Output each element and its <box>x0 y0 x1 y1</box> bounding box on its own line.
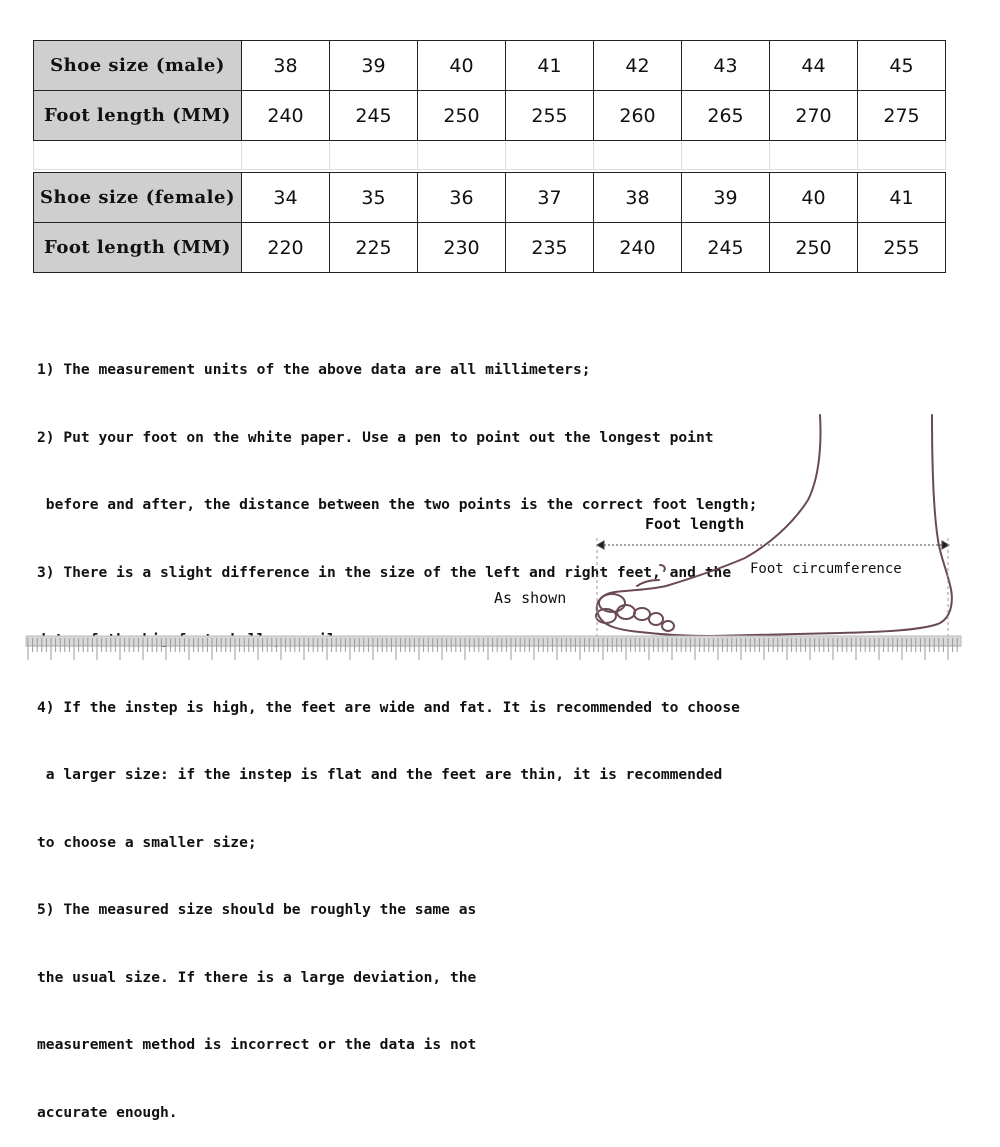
male-size-cell: 42 <box>594 41 682 91</box>
male-length-cell: 275 <box>858 91 946 141</box>
male-length-cell: 260 <box>594 91 682 141</box>
female-size-cell: 34 <box>242 173 330 223</box>
male-size-cell: 39 <box>330 41 418 91</box>
male-size-cell: 38 <box>242 41 330 91</box>
note-line: 3) There is a slight difference in the size of the left and right feet, and the <box>37 563 732 581</box>
male-length-cell: 240 <box>242 91 330 141</box>
male-length-cell: 245 <box>330 91 418 141</box>
note-line: 5) The measured size should be roughly the same as <box>37 901 477 918</box>
male-length-header: Foot length (MM) <box>34 91 242 141</box>
female-size-cell: 35 <box>330 173 418 223</box>
note-line: 4) If the instep is high, the feet are wide and fat. It is recommended to choose <box>37 698 740 716</box>
female-length-cell: 245 <box>682 223 770 273</box>
male-size-cell: 45 <box>858 41 946 91</box>
female-size-cell: 38 <box>594 173 682 223</box>
female-size-cell: 41 <box>858 173 946 223</box>
female-size-header: Shoe size (female) <box>34 173 242 223</box>
female-length-cell: 250 <box>770 223 858 273</box>
female-size-cell: 36 <box>418 173 506 223</box>
note-line: to choose a smaller size; <box>37 833 257 851</box>
male-length-cell: 250 <box>418 91 506 141</box>
note-line: measurement method is incorrect or the data is not <box>37 1036 477 1053</box>
note-line: 2) Put your foot on the white paper. Use a pen to point out the longest point <box>37 428 714 446</box>
female-length-cell: 255 <box>858 223 946 273</box>
female-length-cell: 225 <box>330 223 418 273</box>
female-length-cell: 235 <box>506 223 594 273</box>
female-length-cell: 230 <box>418 223 506 273</box>
note-line: 1) The measurement units of the above data are all millimeters; <box>37 361 591 378</box>
male-length-cell: 270 <box>770 91 858 141</box>
male-size-cell: 41 <box>506 41 594 91</box>
female-size-cell: 37 <box>506 173 594 223</box>
female-length-cell: 240 <box>594 223 682 273</box>
foot-circumference-label: Foot circumference <box>750 561 902 577</box>
note-line: before and after, the distance between the two points is the correct foot length; <box>37 496 758 513</box>
female-size-cell: 40 <box>770 173 858 223</box>
female-length-header: Foot length (MM) <box>34 223 242 273</box>
female-size-cell: 39 <box>682 173 770 223</box>
male-size-cell: 40 <box>418 41 506 91</box>
male-size-header: Shoe size (male) <box>34 41 242 91</box>
note-line: accurate enough. <box>37 1103 178 1121</box>
male-length-cell: 255 <box>506 91 594 141</box>
male-length-cell: 265 <box>682 91 770 141</box>
female-length-cell: 220 <box>242 223 330 273</box>
foot-length-label: Foot length <box>645 515 745 533</box>
male-size-cell: 44 <box>770 41 858 91</box>
note-line: the usual size. If there is a large deviation, the <box>37 968 477 986</box>
note-line: a larger size: if the instep is flat and the feet are thin, it is recommended <box>37 766 723 783</box>
ruler-icon <box>26 636 961 660</box>
male-size-cell: 43 <box>682 41 770 91</box>
as-shown-label: As shown <box>494 589 567 607</box>
